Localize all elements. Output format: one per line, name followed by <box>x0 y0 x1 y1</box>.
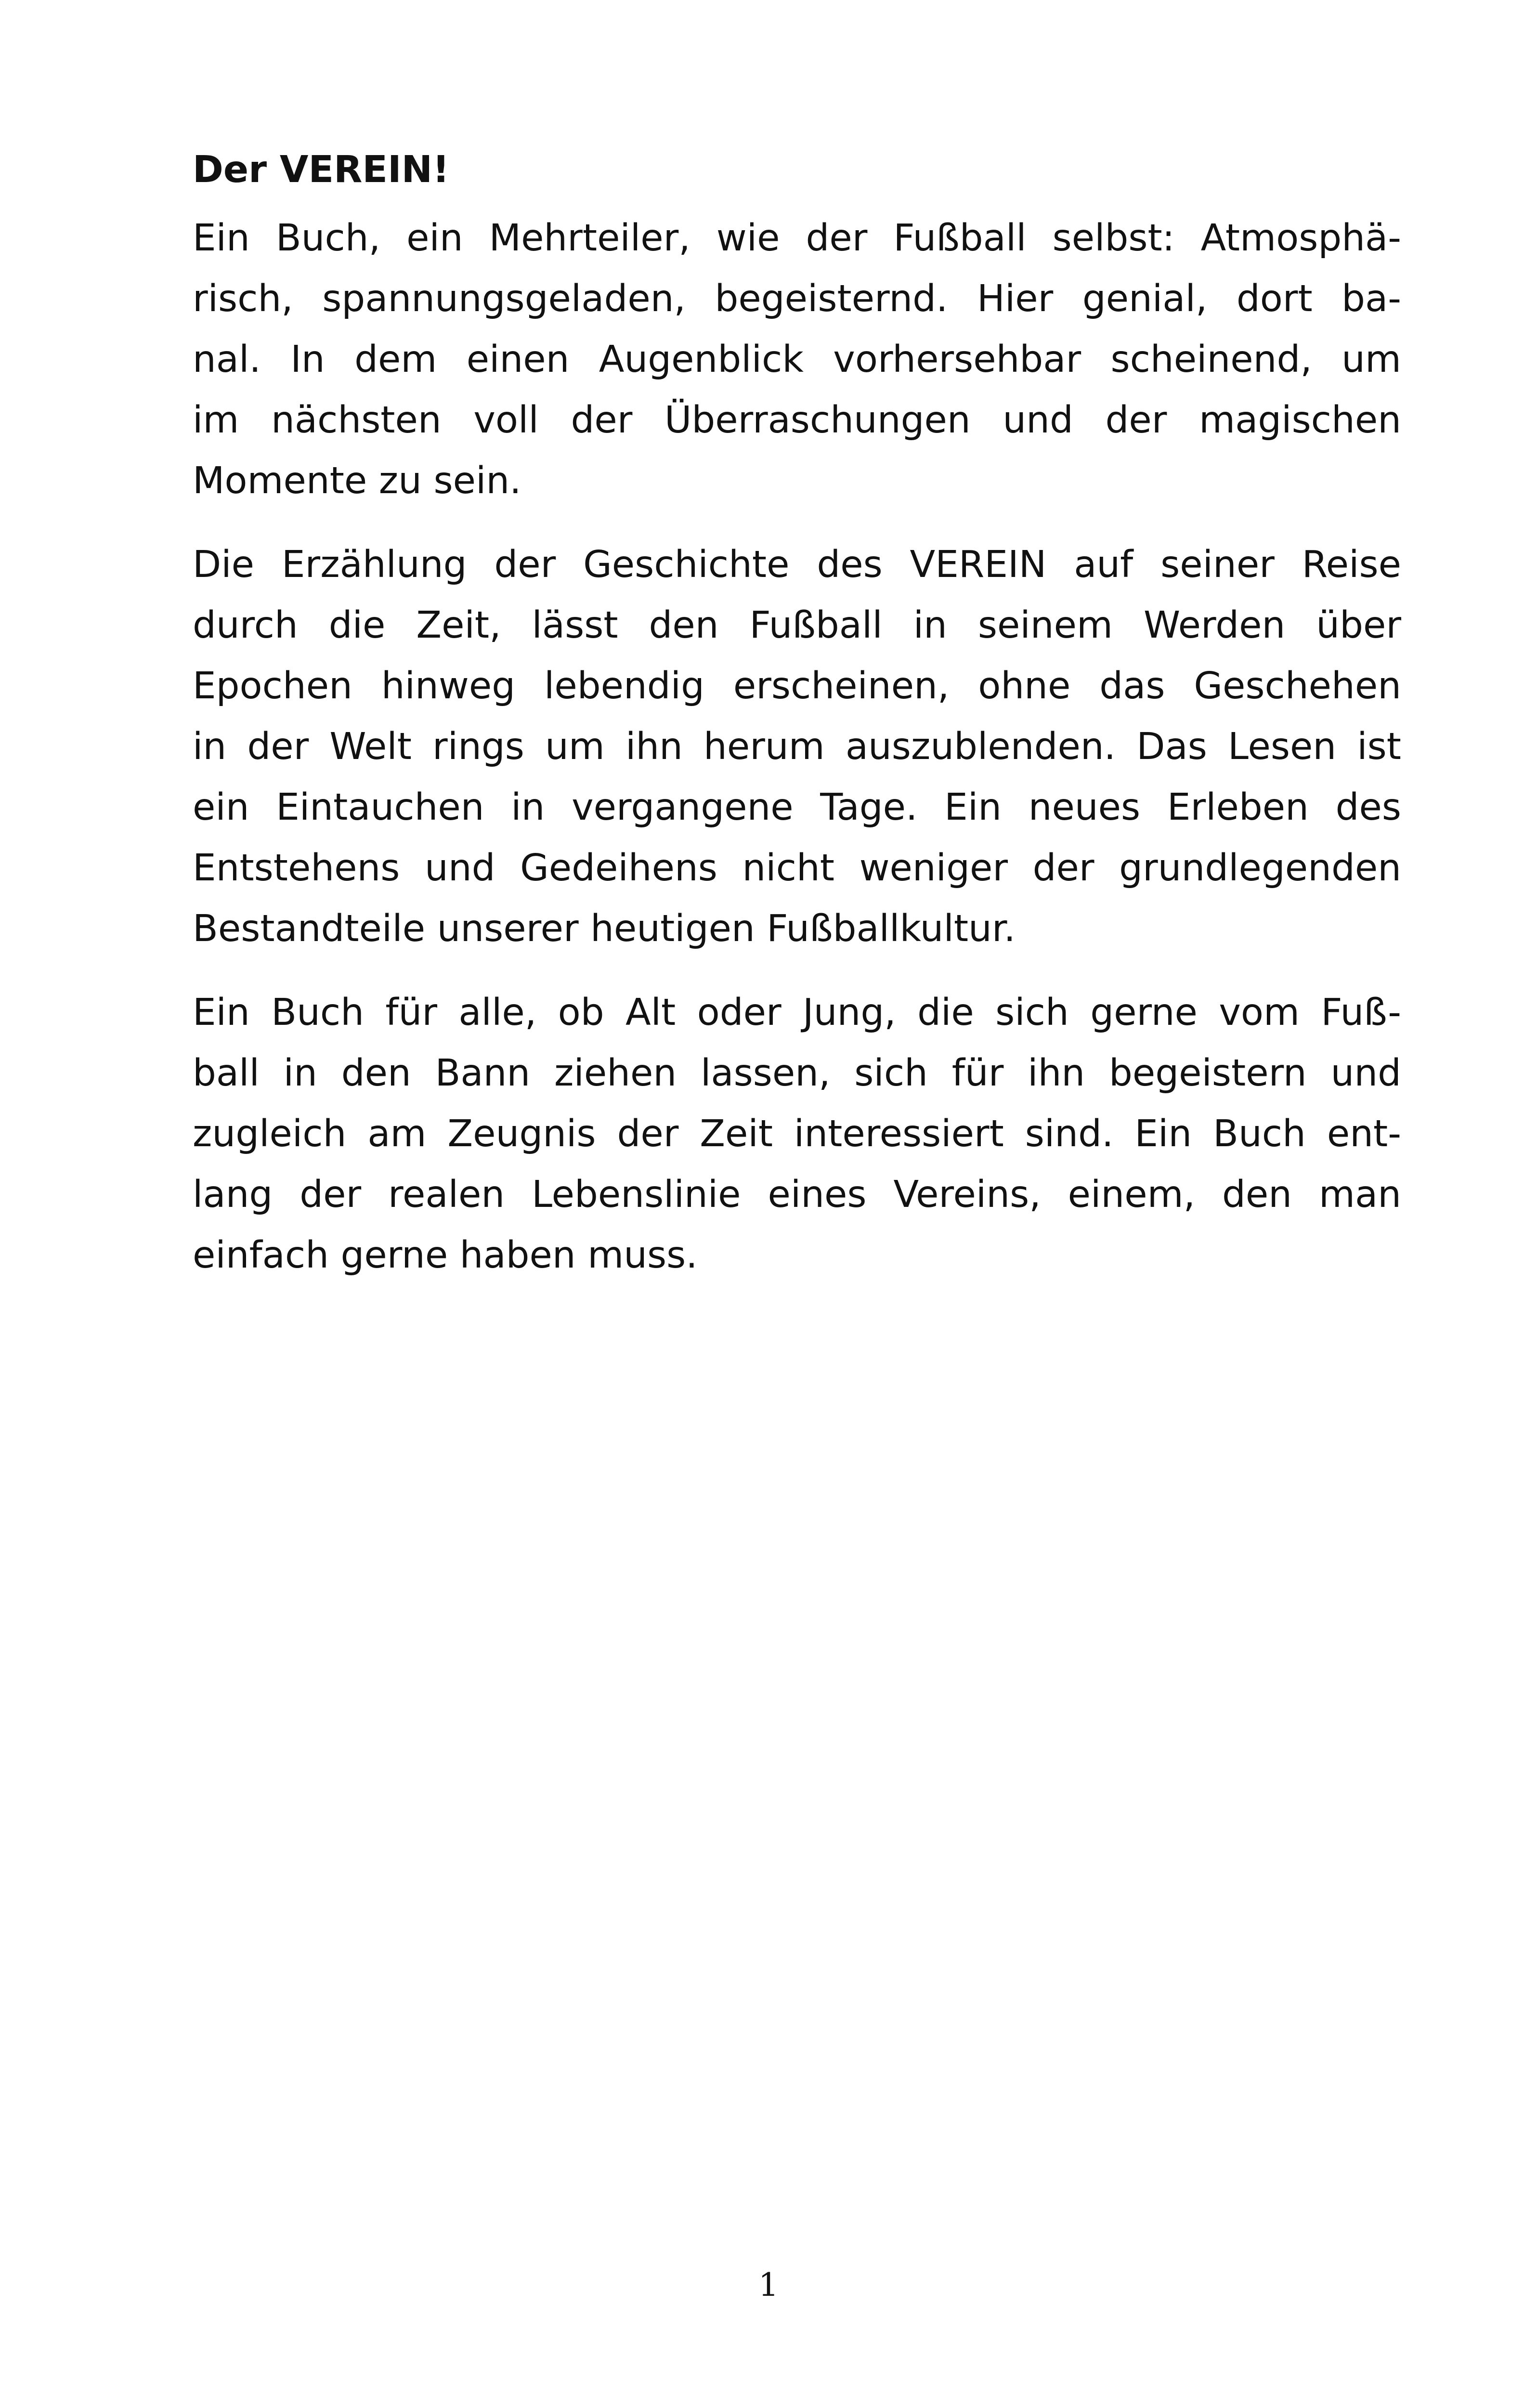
paragraph-3 <box>193 982 1401 1286</box>
text-line: ein Eintauchen in vergangene Tage. Ein neues Erleben des <box>193 786 1401 829</box>
text-line: Bestandteile unserer heutigen Fußballkultur. <box>193 907 1016 950</box>
paragraph-1 <box>193 208 1401 511</box>
paragraph-2 <box>193 535 1401 959</box>
page-number: 1 <box>758 2266 779 2303</box>
text-line: Ein Buch, ein Mehrteiler, wie der Fußball selbst: Atmosphä- <box>193 217 1401 260</box>
text-line: ball in den Bann ziehen lassen, sich für ihn begeistern und <box>193 1052 1401 1095</box>
text-line: Ein Buch für alle, ob Alt oder Jung, die sich gerne vom Fuß- <box>193 991 1401 1034</box>
text-line: zugleich am Zeugnis der Zeit interessiert sind. Ein Buch ent- <box>193 1112 1401 1155</box>
text-line: nal. In dem einen Augenblick vorhersehbar scheinend, um <box>193 338 1401 381</box>
text-line: einfach gerne haben muss. <box>193 1234 698 1277</box>
text-line: durch die Zeit, lässt den Fußball in seinem Werden über <box>193 604 1401 647</box>
chapter-title: Der VEREIN! <box>193 148 450 191</box>
text-line: Momente zu sein. <box>193 459 521 502</box>
text-line: in der Welt rings um ihn herum auszublenden. Das Lesen ist <box>193 725 1401 768</box>
text-line: im nächsten voll der Überraschungen und der magischen <box>193 399 1401 442</box>
text-line: lang der realen Lebenslinie eines Vereins, einem, den man <box>193 1173 1401 1216</box>
text-line: Entstehens und Gedeihens nicht weniger der grundlegenden <box>193 847 1401 890</box>
text-line: Epochen hinweg lebendig erscheinen, ohne das Geschehen <box>193 665 1401 707</box>
text-line: Die Erzählung der Geschichte des VEREIN auf seiner Reise <box>193 543 1401 586</box>
text-line: risch, spannungsgeladen, begeisternd. Hier genial, dort ba- <box>193 277 1401 320</box>
page-content <box>193 140 1401 1309</box>
